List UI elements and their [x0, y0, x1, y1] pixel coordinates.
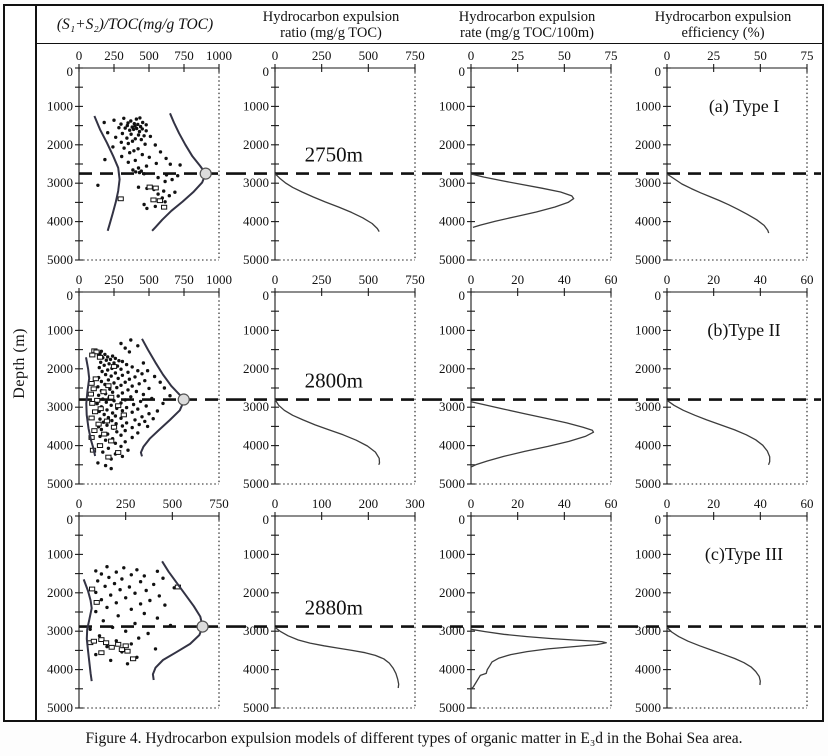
depth-axis-ticks — [47, 512, 83, 715]
svg-text:0: 0 — [467, 48, 475, 63]
depth-axis-ticks — [439, 512, 475, 715]
svg-text:0: 0 — [654, 64, 661, 79]
svg-text:1000: 1000 — [635, 98, 661, 114]
svg-text:500: 500 — [139, 272, 159, 287]
svg-text:0: 0 — [75, 48, 83, 63]
column-header-line: Hydrocarbon expulsion — [262, 8, 400, 25]
svg-text:5000: 5000 — [635, 252, 661, 267]
svg-text:5000: 5000 — [635, 476, 661, 491]
depth-axis-ticks — [635, 64, 671, 267]
svg-text:0: 0 — [271, 48, 279, 63]
svg-text:3000: 3000 — [439, 623, 465, 639]
plot-b-ratio — [233, 268, 429, 492]
ratio-curve — [275, 400, 380, 465]
svg-text:2000: 2000 — [439, 136, 465, 152]
svg-text:60: 60 — [604, 272, 618, 287]
svg-text:1000: 1000 — [635, 546, 661, 562]
svg-text:200: 200 — [358, 496, 379, 511]
depth-axis-ticks — [635, 288, 671, 491]
figure-main-area — [37, 6, 822, 720]
svg-text:60: 60 — [800, 496, 814, 511]
svg-text:4000: 4000 — [635, 213, 661, 229]
svg-text:4000: 4000 — [635, 661, 661, 677]
svg-text:2000: 2000 — [635, 584, 661, 600]
svg-text:750: 750 — [405, 272, 425, 287]
column-header-expulsion-rate — [429, 6, 625, 43]
right-envelope-curve — [152, 113, 206, 231]
depth-axis-ticks — [243, 64, 279, 267]
column-header-line: ratio (mg/g TOC) — [280, 24, 382, 41]
svg-text:1000: 1000 — [243, 546, 269, 562]
sample-open-squares — [88, 349, 126, 459]
svg-text:3000: 3000 — [243, 175, 269, 191]
svg-text:250: 250 — [104, 48, 124, 63]
right-envelope-curve — [141, 339, 184, 457]
svg-text:40: 40 — [753, 272, 767, 287]
svg-text:0: 0 — [271, 496, 279, 511]
column-headers — [37, 6, 822, 44]
column-header-line: Hydrocarbon expulsion — [458, 8, 596, 25]
svg-text:1000: 1000 — [47, 98, 73, 114]
efficiency-curve — [667, 627, 760, 685]
svg-text:1000: 1000 — [47, 322, 73, 338]
svg-text:1000: 1000 — [439, 98, 465, 114]
figure-caption: Figure 4. Hydrocarbon expulsion models of different types of organic matter in E₃d in the Bohai Sea area. — [85, 730, 743, 747]
svg-text:3000: 3000 — [47, 399, 73, 415]
svg-text:40: 40 — [753, 496, 767, 511]
svg-text:5000: 5000 — [439, 700, 465, 715]
svg-text:2000: 2000 — [47, 136, 73, 152]
depth-axis-ticks — [243, 512, 279, 715]
plot-a-efficiency — [625, 44, 821, 268]
svg-text:5000: 5000 — [439, 252, 465, 267]
svg-text:0: 0 — [458, 512, 465, 527]
plot-a-ratio — [233, 44, 429, 268]
svg-text:750: 750 — [209, 496, 229, 511]
svg-text:5000: 5000 — [243, 700, 269, 715]
svg-text:3000: 3000 — [635, 399, 661, 415]
column-header-expulsion-ratio — [233, 6, 429, 43]
svg-text:2000: 2000 — [635, 360, 661, 376]
svg-text:1000: 1000 — [243, 322, 269, 338]
column-header-expulsion-efficiency — [625, 6, 821, 43]
column-header-line: efficiency (%) — [681, 24, 765, 41]
svg-text:0: 0 — [271, 272, 279, 287]
svg-text:20: 20 — [511, 496, 525, 511]
svg-text:50: 50 — [557, 48, 571, 63]
plot-b-rate — [429, 268, 625, 492]
svg-text:40: 40 — [557, 496, 571, 511]
svg-text:250: 250 — [104, 272, 124, 287]
svg-text:5000: 5000 — [243, 252, 269, 267]
rate-curve — [471, 402, 594, 467]
svg-text:4000: 4000 — [243, 437, 269, 453]
rate-curve — [471, 174, 574, 227]
plot-box — [471, 292, 611, 484]
svg-text:3000: 3000 — [439, 399, 465, 415]
svg-text:0: 0 — [262, 288, 269, 303]
efficiency-curve — [667, 400, 770, 465]
svg-text:0: 0 — [262, 64, 269, 79]
svg-text:25: 25 — [707, 48, 721, 63]
svg-text:0: 0 — [654, 512, 661, 527]
svg-text:0: 0 — [467, 496, 475, 511]
svg-text:50: 50 — [753, 48, 767, 63]
efficiency-curve — [667, 174, 769, 233]
svg-text:0: 0 — [66, 64, 73, 79]
svg-text:250: 250 — [311, 48, 332, 63]
svg-text:4000: 4000 — [47, 661, 73, 677]
svg-text:750: 750 — [405, 48, 425, 63]
svg-text:3000: 3000 — [243, 399, 269, 415]
sample-dots — [94, 338, 172, 470]
svg-text:500: 500 — [358, 272, 379, 287]
column-header-line: (S₁+S₂)/TOC(mg/g TOC) — [56, 15, 214, 33]
depth-axis-ticks — [635, 512, 671, 715]
threshold-depth-label: 2880m — [304, 595, 363, 620]
depth-axis-ticks — [439, 288, 475, 491]
svg-text:5000: 5000 — [243, 476, 269, 491]
svg-text:5000: 5000 — [635, 700, 661, 715]
svg-text:250: 250 — [311, 272, 332, 287]
svg-text:1000: 1000 — [243, 98, 269, 114]
svg-text:0: 0 — [663, 496, 671, 511]
svg-text:0: 0 — [66, 288, 73, 303]
svg-text:4000: 4000 — [635, 437, 661, 453]
svg-text:0: 0 — [467, 272, 475, 287]
svg-text:2000: 2000 — [47, 360, 73, 376]
svg-text:20: 20 — [707, 272, 721, 287]
plots-grid — [37, 44, 822, 716]
threshold-depth-label: 2750m — [304, 142, 363, 167]
svg-text:2000: 2000 — [635, 136, 661, 152]
svg-text:0: 0 — [663, 48, 671, 63]
svg-text:750: 750 — [174, 48, 194, 63]
panel-type-label: (a) Type I — [708, 96, 780, 117]
svg-text:0: 0 — [66, 512, 73, 527]
figure-frame — [3, 4, 824, 722]
svg-text:75: 75 — [604, 48, 618, 63]
svg-text:4000: 4000 — [243, 661, 269, 677]
svg-text:4000: 4000 — [47, 213, 73, 229]
svg-text:750: 750 — [174, 272, 194, 287]
svg-text:75: 75 — [800, 48, 814, 63]
plot-b-efficiency — [625, 268, 821, 492]
svg-text:0: 0 — [262, 512, 269, 527]
depth-axis-ticks — [439, 64, 475, 267]
column-header-line: Hydrocarbon expulsion — [654, 8, 792, 25]
rate-curve — [471, 629, 606, 689]
svg-text:2000: 2000 — [439, 584, 465, 600]
depth-axis-ticks — [47, 288, 83, 491]
plot-box — [471, 68, 611, 260]
svg-text:40: 40 — [557, 272, 571, 287]
svg-text:0: 0 — [663, 272, 671, 287]
threshold-marker-circle — [178, 394, 189, 405]
threshold-depth-label: 2800m — [304, 368, 363, 393]
svg-text:1000: 1000 — [206, 48, 232, 63]
svg-text:2000: 2000 — [47, 584, 73, 600]
svg-text:1000: 1000 — [439, 546, 465, 562]
plot-c-scatter — [37, 492, 233, 716]
svg-text:1000: 1000 — [439, 322, 465, 338]
svg-text:5000: 5000 — [47, 476, 73, 491]
svg-text:20: 20 — [707, 496, 721, 511]
svg-text:1000: 1000 — [635, 322, 661, 338]
svg-text:500: 500 — [139, 48, 159, 63]
column-header-line: rate (mg/g TOC/100m) — [460, 24, 594, 41]
ratio-curve — [275, 627, 399, 688]
plot-b-scatter — [37, 268, 233, 492]
column-header-s1s2-toc — [37, 6, 233, 43]
svg-text:4000: 4000 — [439, 661, 465, 677]
svg-text:4000: 4000 — [439, 437, 465, 453]
svg-text:5000: 5000 — [47, 700, 73, 715]
svg-text:3000: 3000 — [635, 175, 661, 191]
threshold-marker-circle — [197, 621, 208, 632]
sample-open-squares — [118, 185, 167, 209]
svg-text:25: 25 — [511, 48, 525, 63]
svg-text:3000: 3000 — [47, 175, 73, 191]
depth-axis-strip — [5, 6, 37, 720]
svg-text:2000: 2000 — [243, 136, 269, 152]
svg-text:300: 300 — [405, 496, 425, 511]
threshold-marker-circle — [200, 168, 211, 179]
svg-text:60: 60 — [604, 496, 618, 511]
svg-text:4000: 4000 — [243, 213, 269, 229]
svg-text:3000: 3000 — [47, 623, 73, 639]
svg-text:500: 500 — [162, 496, 183, 511]
plot-a-rate — [429, 44, 625, 268]
svg-text:20: 20 — [511, 272, 525, 287]
svg-text:3000: 3000 — [439, 175, 465, 191]
svg-text:3000: 3000 — [243, 623, 269, 639]
svg-text:0: 0 — [75, 496, 83, 511]
svg-text:2000: 2000 — [243, 584, 269, 600]
svg-text:2000: 2000 — [439, 360, 465, 376]
plot-c-efficiency — [625, 492, 821, 716]
svg-text:100: 100 — [311, 496, 332, 511]
panel-type-label: (c)Type III — [704, 544, 784, 565]
svg-text:4000: 4000 — [439, 213, 465, 229]
svg-text:0: 0 — [75, 272, 83, 287]
plot-c-rate — [429, 492, 625, 716]
plot-c-ratio — [233, 492, 429, 716]
plot-a-scatter — [37, 44, 233, 268]
depth-axis-ticks — [243, 288, 279, 491]
svg-text:5000: 5000 — [47, 252, 73, 267]
depth-axis-label: Depth (m) — [11, 327, 28, 399]
svg-text:250: 250 — [115, 496, 136, 511]
svg-text:0: 0 — [654, 288, 661, 303]
svg-text:0: 0 — [458, 64, 465, 79]
ratio-curve — [275, 174, 379, 232]
svg-text:0: 0 — [458, 288, 465, 303]
panel-type-label: (b)Type II — [707, 320, 781, 341]
sample-dots — [96, 116, 182, 210]
depth-axis-ticks — [47, 64, 83, 267]
svg-text:2000: 2000 — [243, 360, 269, 376]
right-envelope-curve — [153, 561, 203, 680]
left-envelope-curve — [86, 357, 95, 456]
svg-text:1000: 1000 — [206, 272, 232, 287]
svg-text:60: 60 — [800, 272, 814, 287]
svg-text:3000: 3000 — [635, 623, 661, 639]
svg-text:4000: 4000 — [47, 437, 73, 453]
svg-text:1000: 1000 — [47, 546, 73, 562]
svg-text:5000: 5000 — [439, 476, 465, 491]
plot-box — [471, 516, 611, 708]
svg-text:500: 500 — [358, 48, 379, 63]
